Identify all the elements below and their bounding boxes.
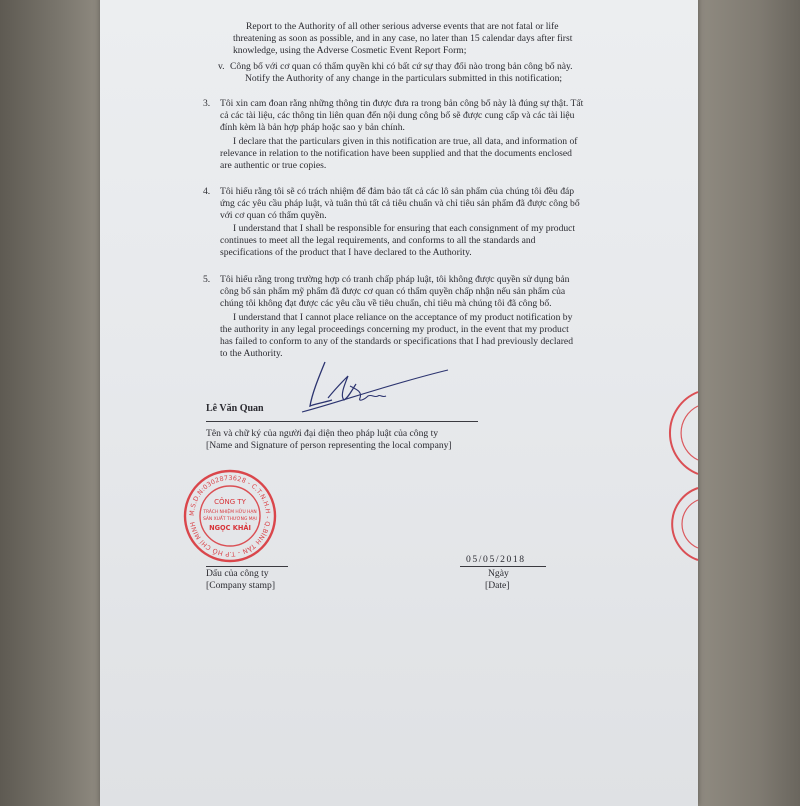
item-3-en (220, 136, 577, 172)
item-4-vi-line-3: với cơ quan có thẩm quyền. (220, 209, 327, 221)
item-4-number: 4. (203, 186, 211, 197)
item-5-vi-line-1: Tôi hiểu rằng trong trường hợp có tranh chấp pháp luật, tôi không được quyền sử dụng bản (220, 274, 570, 285)
item-3-en-line-3: are authentic or true copies. (220, 159, 327, 171)
item-3-en-line-2: relevance in relation to the notification have been supplied and that the documents enclosed (220, 147, 572, 159)
item-5-en (220, 312, 573, 360)
item-v-marker: v. (218, 61, 225, 72)
date-rule (460, 566, 546, 567)
item-5-vi-line-2: công bố sản phẩm mỹ phẩm đã được cơ quan có thẩm quyền chấp nhận nếu sản phẩm của (220, 285, 566, 297)
date-value: 05/05/2018 (466, 554, 526, 565)
item-5-vi (220, 274, 569, 310)
item-4-en (220, 223, 575, 259)
signature-mark (300, 354, 450, 424)
item-4-en-line-1: I understand that I shall be responsible for ensuring that each consignment of my product (233, 223, 576, 234)
item-iv-line-3: knowledge, using the Adverse Cosmetic Event Report Form; (233, 44, 467, 56)
item-5-en-line-3: has failed to conform to any of the standards or specifications that I had previously declared (220, 335, 573, 347)
company-stamp-label-vi: Dấu của công ty (206, 568, 269, 579)
company-stamp-label-en: [Company stamp] (206, 580, 276, 591)
item-4-en-line-3: specifications of the product that I have declared to the Authority. (220, 246, 472, 258)
signature-caption-en: [Name and Signature of person representing the local company] (206, 440, 452, 451)
edge-seal-top (648, 388, 698, 478)
stamp-line-2: TRÁCH NHIỆM HỮU HẠN (203, 510, 257, 515)
item-3-en-line-1: I declare that the particulars given in this notification are true, all data, and information of (233, 136, 578, 147)
company-stamp-rule (206, 566, 288, 567)
item-iv-line-2: threatening as soon as possible, and in any case, no later than 15 calendar days after first (233, 32, 573, 44)
item-3-number: 3. (203, 98, 211, 109)
date-label-en: [Date] (485, 580, 510, 591)
stamp-line-3: SẢN XUẤT THƯƠNG MẠI (203, 517, 257, 522)
stamp-ring-text: M.S.D.N:0302873628 - C.T.N.H.H - Q.BÌNH TÂN - T.P HỒ CHÍ MINH (187, 473, 273, 559)
item-v-vi: Công bố với cơ quan có thẩm quyền khi có bất cứ sự thay đổi nào trong bản công bố này. (230, 61, 573, 72)
stamp-line-4: NGỌC KHẢI (209, 524, 251, 532)
company-stamp (182, 468, 278, 564)
item-5-en-line-2: the authority in any legal proceedings concerning my product, in the event that my product (220, 323, 569, 335)
item-3-vi-line-1: Tôi xin cam đoan rằng những thông tin được đưa ra trong bản công bố này là đúng sự thật. Tất (220, 98, 584, 109)
item-4-vi-line-2: ứng các yêu cầu pháp luật, và tuân thủ tất cả tiêu chuẩn và chỉ tiêu sản phẩm đã được công bố (220, 197, 580, 209)
item-5-number: 5. (203, 274, 211, 285)
item-3-vi-line-2: cả các tài liệu, các thông tin liên quan đến nội dung công bố sẽ được cung cấp và các tài liệu (220, 109, 575, 121)
item-4-vi-line-1: Tôi hiểu rằng tôi sẽ có trách nhiệm để đảm bảo tất cả các lô sản phẩm của chúng tôi đều đáp (220, 186, 575, 197)
item-5-vi-line-3: chúng tôi không đạt được các yêu cầu về tiêu chuẩn, chỉ tiêu mà chúng tôi đã công bố. (220, 297, 552, 309)
stamp-line-1: CÔNG TY (214, 498, 246, 506)
signature-caption-vi: Tên và chữ ký của người đại diện theo pháp luật của công ty (206, 428, 439, 439)
item-4-vi (220, 186, 580, 222)
document-page (100, 0, 698, 806)
edge-seal-bottom (648, 484, 698, 564)
item-iv-block (233, 21, 573, 57)
item-5-en-line-4: to the Authority. (220, 347, 283, 359)
item-3-vi-line-3: đính kèm là bản hợp pháp hoặc sao y bản chính. (220, 121, 405, 133)
item-5-en-line-1: I understand that I cannot place reliance on the acceptance of my product notification by (233, 312, 573, 323)
item-iv-line-1: Report to the Authority of all other serious adverse events that are not fatal or life (246, 21, 559, 32)
item-v-en: Notify the Authority of any change in the particulars submitted in this notification; (245, 73, 563, 84)
date-label-vi: Ngày (488, 568, 509, 579)
signer-name: Lê Văn Quan (206, 403, 264, 414)
item-4-en-line-2: continues to meet all the legal requirements, and conforms to all the standards and (220, 234, 536, 246)
item-3-vi (220, 98, 583, 134)
